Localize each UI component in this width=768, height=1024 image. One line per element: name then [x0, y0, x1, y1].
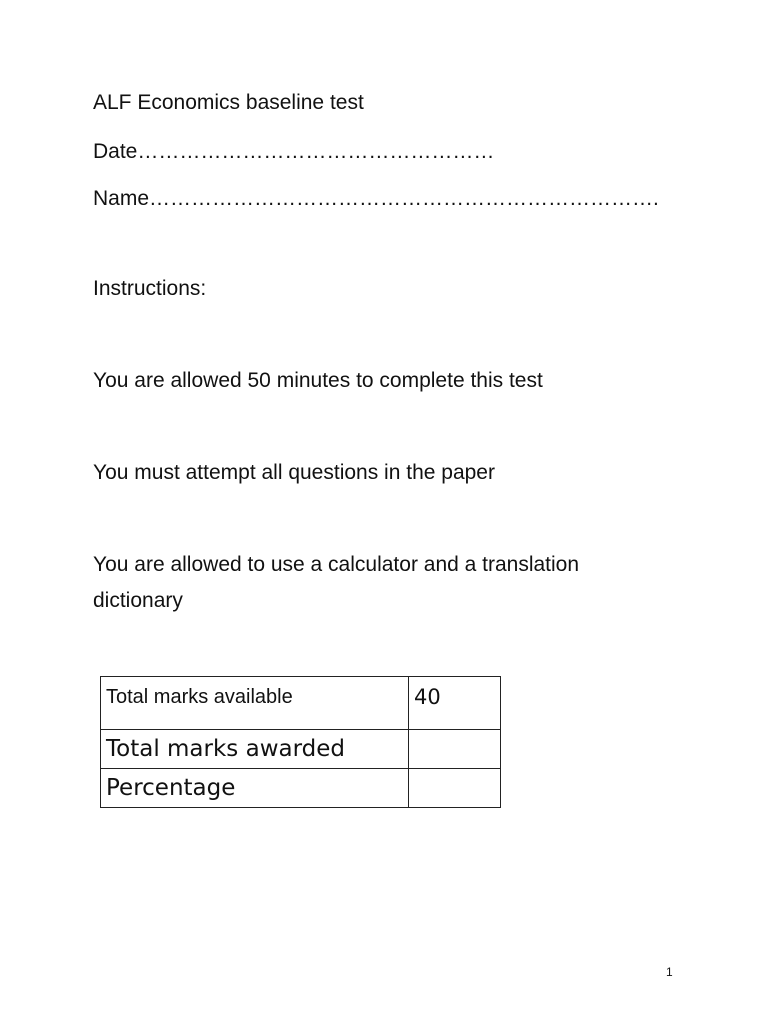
test-title: ALF Economics baseline test	[93, 91, 364, 114]
percentage-label: Percentage	[101, 769, 409, 808]
table-row	[101, 769, 501, 808]
table-row	[101, 677, 501, 730]
date-field-line: Date……………………………………………	[93, 140, 495, 163]
instructions-heading: Instructions:	[93, 277, 207, 300]
instruction-calculator-continued: dictionary	[93, 589, 183, 612]
instruction-time-limit: You are allowed 50 minutes to complete this test	[93, 369, 543, 392]
marks-awarded-value	[409, 730, 501, 769]
instruction-attempt-all: You must attempt all questions in the paper	[93, 461, 495, 484]
name-field-line: Name……………………………………………………………….	[93, 187, 659, 210]
percentage-value	[409, 769, 501, 808]
marks-available-value: 40	[409, 677, 501, 730]
marks-awarded-label: Total marks awarded	[101, 730, 409, 769]
instruction-calculator: You are allowed to use a calculator and a translation	[93, 553, 580, 576]
table-row	[101, 730, 501, 769]
marks-available-label: Total marks available	[101, 677, 409, 730]
marks-table	[100, 676, 501, 808]
page-number: 1	[666, 965, 673, 979]
